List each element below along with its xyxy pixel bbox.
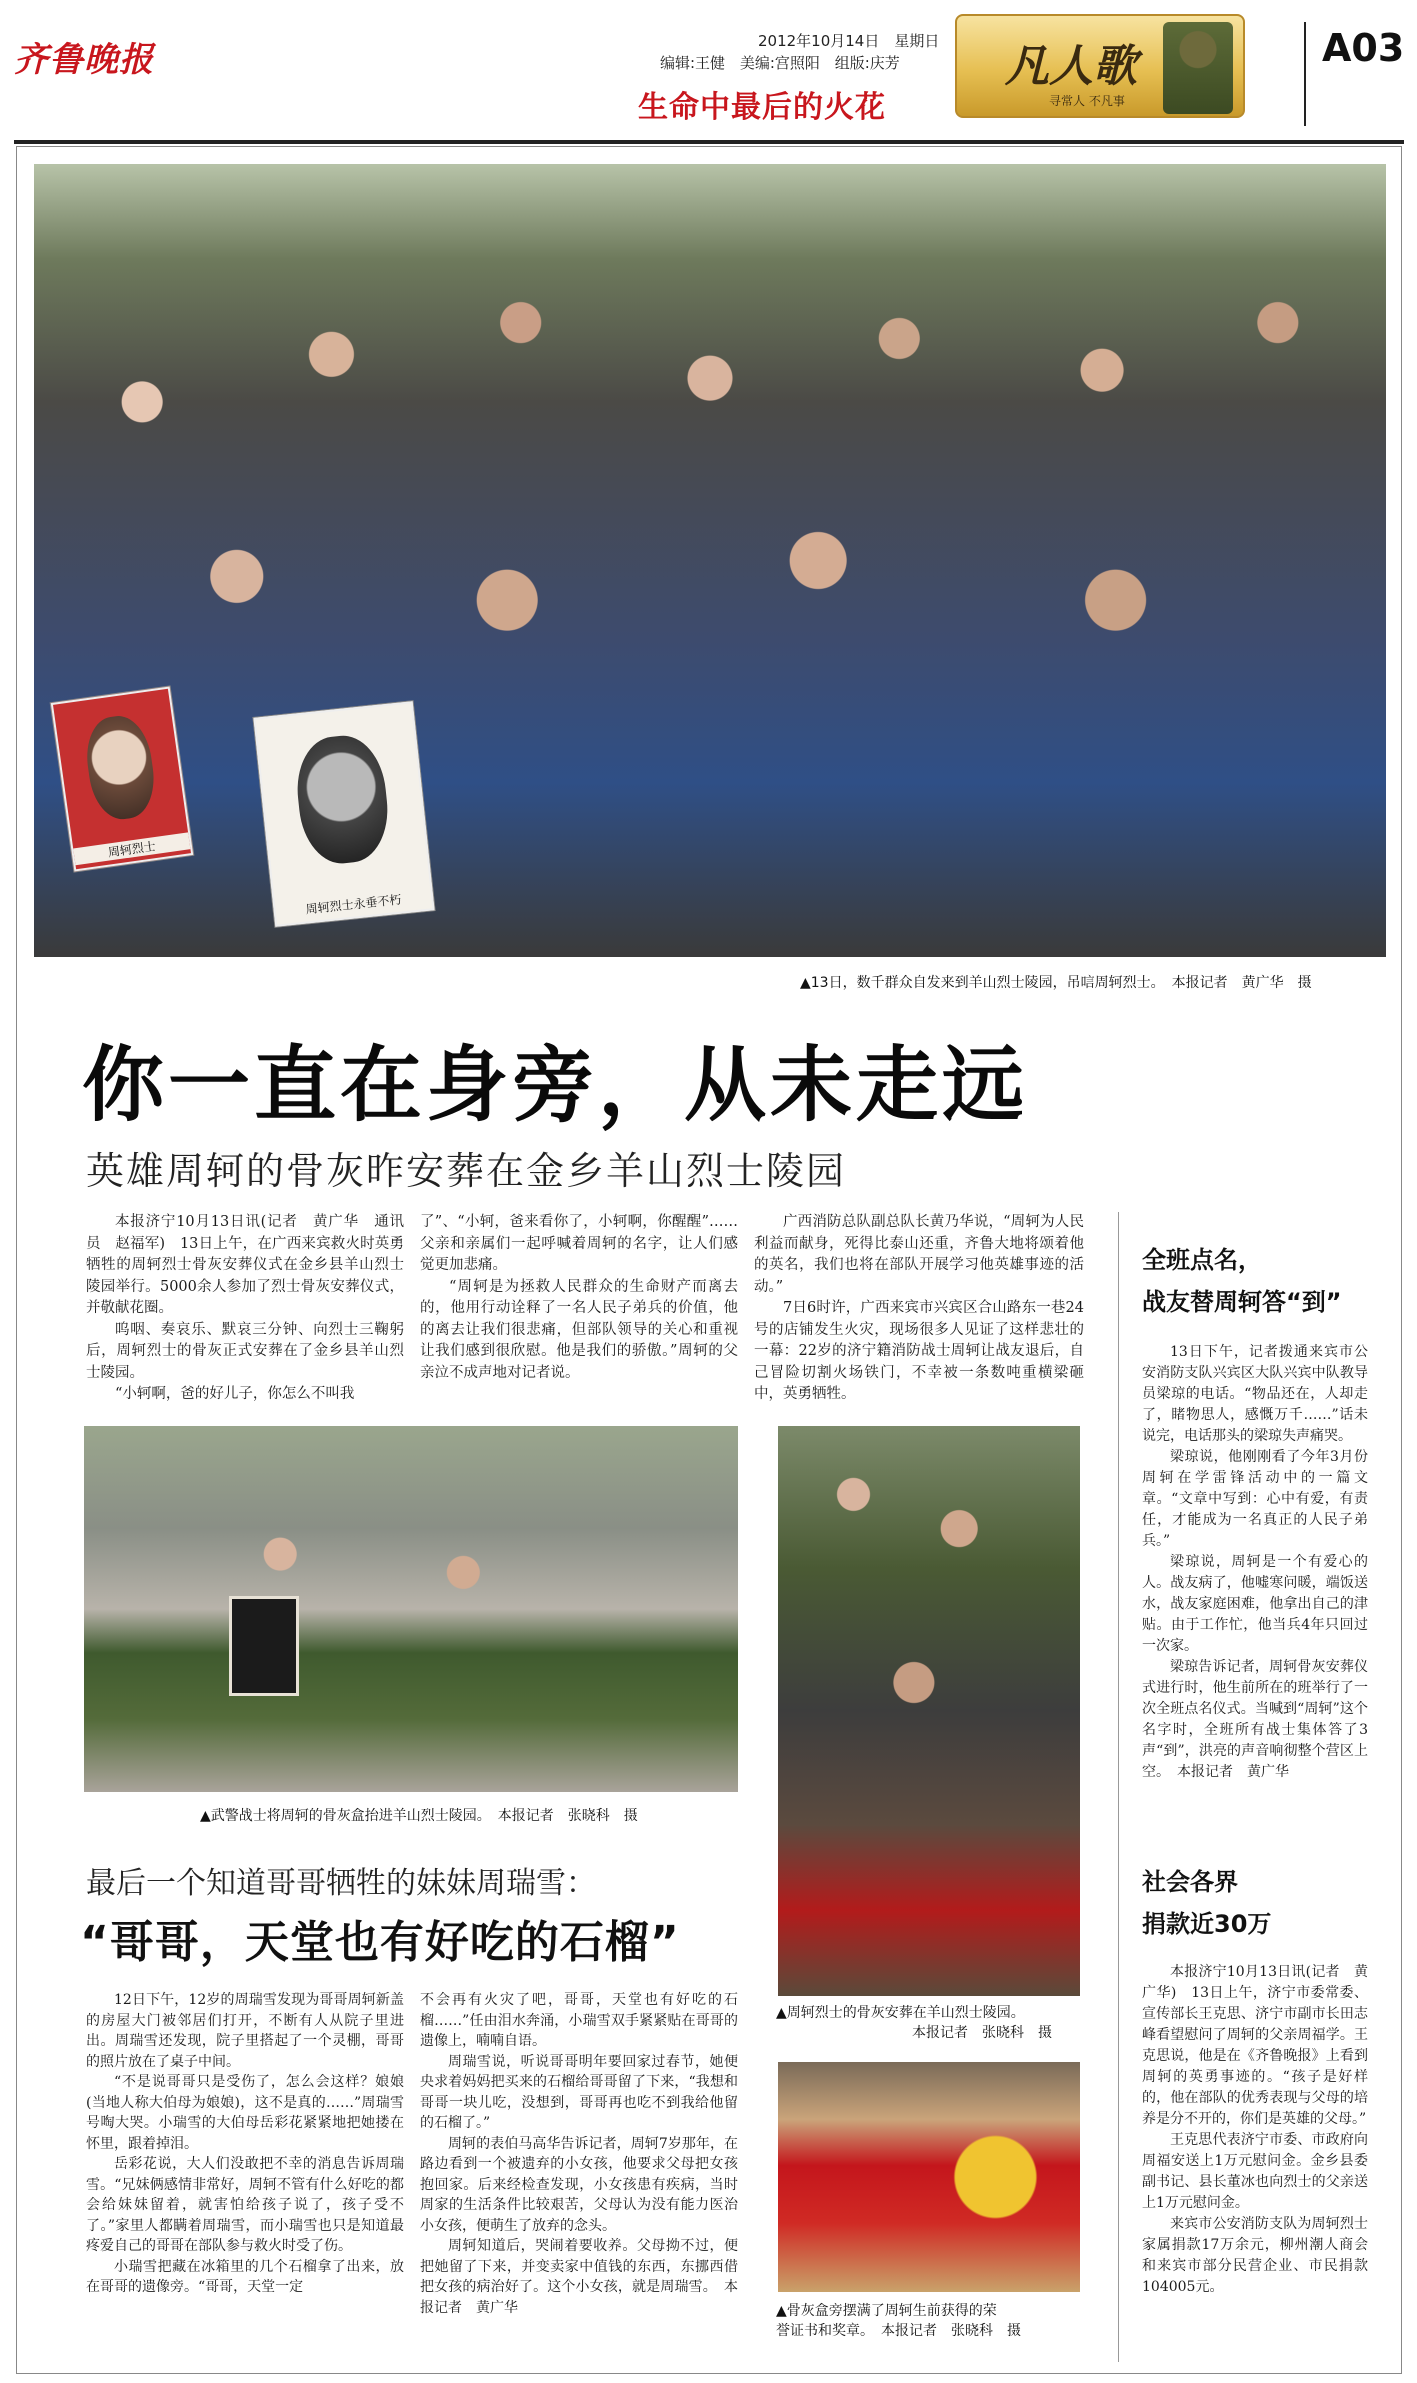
paragraph: 来宾市公安消防支队为周轲烈士家属捐款17万余元，柳州潮人商会和来宾市部分民营企业、市民捐款104005元。 <box>1142 2216 1368 2295</box>
ashes-photo-caption-1: ▲骨灰盒旁摆满了周轲生前获得的荣 <box>776 2303 997 2319</box>
sidebar-article-2 <box>1142 1962 1368 2298</box>
second-story-headline: “哥哥，天堂也有好吃的石榴” <box>80 1917 680 1968</box>
main-story-col3 <box>754 1212 1084 1406</box>
paragraph: 王克思代表济宁市委、市政府向周福安送上1万元慰问金。金乡县委副书记、县长董冰也向烈士的父亲送上1万元慰问金。 <box>1142 2132 1368 2211</box>
editor-credits <box>660 52 910 73</box>
ashes-photo-caption-2: 誉证书和奖章。 本报记者 张晓科 摄 <box>776 2323 1021 2339</box>
date-line: 2012年10月14日 星期日 <box>758 32 940 50</box>
sidebar-divider <box>1118 1212 1119 2362</box>
page-header <box>0 0 1417 140</box>
paragraph: “小轲啊，爸的好儿子，你怎么不叫我 <box>115 1386 355 1402</box>
sidebar-article-1 <box>1142 1342 1368 1783</box>
paragraph: 周瑞雪说，听说哥哥明年要回家过春节，她便央求着妈妈把买来的石榴给哥哥留了下来，“我想和哥哥一块儿吃，没想到，哥哥再也吃不到我给他留的石榴了。” <box>420 2053 738 2131</box>
portrait-face-icon <box>292 732 392 868</box>
second-story-col2 <box>420 1990 738 2318</box>
paragraph: 岳彩花说，大人们没敢把不幸的消息告诉周瑞雪。“兄妹俩感情非常好，周轲不管有什么好吃的都会给妹妹留着，就害怕给孩子说了，孩子受不了。”家里人都瞒着周瑞雪，而小瑞雪也只是知道最疼爱自己的哥哥在部队参与救火时受了伤。 <box>86 2156 404 2254</box>
paragraph: 12日下午，12岁的周瑞雪发现为哥哥周轲新盖的房屋大门被邻居们打开，不断有人从院子里进出。周瑞雪还发现，院子里搭起了一个灵棚，哥哥的照片放在了桌子中间。 <box>86 1992 404 2070</box>
section-title: 生命中最后的火花 <box>638 90 886 125</box>
header-divider <box>1304 22 1306 126</box>
proof-credit: 组版:庆芳 <box>834 54 900 72</box>
portrait-right-caption: 周轲烈士永垂不朽 <box>305 892 402 917</box>
paragraph: 梁琼说，周轲是一个有爱心的人。战友病了，他嘘寒问暖，端饭送水，战友家庭困难，他拿出自己的津贴。由于工作忙，他当兵4年只回过一次家。 <box>1142 1554 1368 1654</box>
paragraph: 不会再有火灾了吧，哥哥，天堂也有好吃的石榴……”任由泪水奔涌，小瑞雪双手紧紧贴在哥哥的遗像上，喃喃自语。 <box>420 1992 738 2049</box>
burial-photo <box>778 1426 1080 1996</box>
banner-subtitle: 寻常人 不凡事 <box>1049 94 1125 108</box>
editor-credit: 编辑:王健 <box>660 54 726 72</box>
portrait-left-caption: 周轲烈士 <box>73 832 190 865</box>
paragraph: “周轲是为拯救人民群众的生命财产而离去的，他用行动诠释了一名人民子弟兵的价值，他的离去让我们很悲痛，但部队领导的关心和重视让我们感到很欣慰。他是我们的骄傲。”周轲的父亲泣不成声地对记者说。 <box>420 1278 738 1381</box>
mourners-photo <box>34 164 1386 957</box>
ashes-box-photo <box>778 2062 1080 2292</box>
paragraph: 周轲知道后，哭闹着要收养。父母拗不过，便把她留了下来，并变卖家中值钱的东西，东挪西借把女孩的病治好了。这个小女孩，就是周瑞雪。 本报记者 黄广华 <box>420 2238 738 2316</box>
main-headline: 你一直在身旁，从未走远 <box>82 1038 1029 1133</box>
banner-title: 凡人歌 <box>1005 41 1137 92</box>
paragraph: 了”、“小轲，爸来看你了，小轲啊，你醒醒”……父亲和亲属们一起呼喊着周轲的名字，让人们感觉更加悲痛。 <box>420 1214 738 1273</box>
soldier-portrait-icon <box>1163 22 1233 114</box>
paragraph: 梁琼说，他刚刚看了今年3月份周轲在学雷锋活动中的一篇文章。“文章中写到：心中有爱，有责任，才能成为一名真正的人民子弟兵。” <box>1142 1449 1368 1549</box>
paragraph: 梁琼告诉记者，周轲骨灰安葬仪式进行时，他生前所在的班举行了一次全班点名仪式。当喊到“周轲”这个名字时，全班所有战士集体答了3声“到”，洪亮的声音响彻整个营区上空。 本报记者 黄广华 <box>1142 1659 1368 1780</box>
main-subhead: 英雄周轲的骨灰昨安葬在金乡羊山烈士陵园 <box>86 1149 847 1193</box>
burial-photo-caption-2: 本报记者 张晓科 摄 <box>912 2025 1052 2041</box>
parade-photo-caption: ▲武警战士将周轲的骨灰盒抬进羊山烈士陵园。 本报记者 张晓科 摄 <box>200 1808 638 1824</box>
second-story-kicker: 最后一个知道哥哥牺牲的妹妹周瑞雪： <box>86 1866 596 1901</box>
main-story-col1 <box>86 1212 404 1406</box>
column-banner <box>955 14 1245 118</box>
paragraph: “不是说哥哥只是受伤了，怎么会这样？娘娘(当地人称大伯母为娘娘)，这不是真的……”周瑞雪号啕大哭。小瑞雪的大伯母岳彩花紧紧地把她搂在怀里，跟着掉泪。 <box>86 2074 404 2152</box>
portrait-left <box>51 686 193 871</box>
burial-photo-caption-1: ▲周轲烈士的骨灰安葬在羊山烈士陵园。 <box>776 2005 1025 2021</box>
top-photo-caption: ▲13日，数千群众自发来到羊山烈士陵园，吊唁周轲烈士。 本报记者 黄广华 摄 <box>800 975 1312 991</box>
newspaper-logo: 齐鲁晚报 <box>14 40 154 80</box>
paragraph: 7日6时许，广西来宾市兴宾区合山路东一巷24号的店铺发生火灾，现场很多人见证了这样悲壮的一幕：22岁的济宁籍消防战士周轲让战友退后，自己冒险切割火场铁门，不幸被一条数吨重横梁砸中，英勇牺牲。 <box>754 1300 1084 1402</box>
header-rule <box>14 140 1404 144</box>
sidebar-title: 捐款近30万 <box>1142 1910 1272 1938</box>
second-story-col1 <box>86 1990 404 2298</box>
paragraph: 13日下午，记者拨通来宾市公安消防支队兴宾区大队兴宾中队教导员梁琼的电话。“物品还在，人却走了，睹物思人，感慨万千……”话未说完，电话那头的梁琼失声痛哭。 <box>1142 1344 1368 1444</box>
paragraph: 周轲的表伯马高华告诉记者，周轲7岁那年，在路边看到一个被遗弃的小女孩，他要求父母把女孩抱回家。后来经检查发现，小女孩患有疾病，当时周家的生活条件比较艰苦，父母认为没有能力医治小女孩，便萌生了放弃的念头。 <box>420 2135 738 2234</box>
paragraph: 本报济宁10月13日讯(记者 黄广华) 13日上午，济宁市委常委、宣传部长王克思、济宁市副市长田志峰看望慰问了周轲的父亲周福学。王克思说，他是在《齐鲁晚报》上看到周轲的英勇事迹的。“孩子是好样的，他在部队的优秀表现与父母的培养是分不开的，你们是英雄的父母。” <box>1142 1964 1368 2127</box>
main-story-col2 <box>420 1212 738 1384</box>
portrait-face-icon <box>81 712 160 823</box>
portrait-right <box>253 701 434 927</box>
memorial-portrait-icon <box>229 1596 299 1696</box>
paragraph: 本报济宁10月13日讯(记者 黄广华 通讯员 赵福军) 13日上午，在广西来宾救火时英勇牺牲的周轲烈士骨灰安葬仪式在金乡县羊山烈士陵园举行。5000余人参加了烈士骨灰安葬仪式，并敬献花圈。 <box>86 1214 404 1316</box>
paragraph: 小瑞雪把藏在冰箱里的几个石榴拿了出来，放在哥哥的遗像旁。“哥哥，天堂一定 <box>86 2258 404 2295</box>
sidebar-title: 战友替周轲答“到” <box>1142 1288 1342 1316</box>
designer-credit: 美编:宫照阳 <box>739 54 820 72</box>
sidebar-title: 全班点名， <box>1142 1246 1262 1274</box>
paragraph: 广西消防总队副总队长黄乃华说，“周轲为人民利益而献身，死得比泰山还重，齐鲁大地将颂着他的英名，我们也将在部队开展学习他英雄事迹的活动。” <box>754 1214 1084 1295</box>
honor-guard-photo <box>84 1426 738 1792</box>
page-number: A03 <box>1322 26 1405 70</box>
sidebar-title: 社会各界 <box>1142 1868 1238 1896</box>
paragraph: 呜咽、奏哀乐、默哀三分钟、向烈士三鞠躬后，周轲烈士的骨灰正式安葬在了金乡县羊山烈士陵园。 <box>86 1321 404 1381</box>
